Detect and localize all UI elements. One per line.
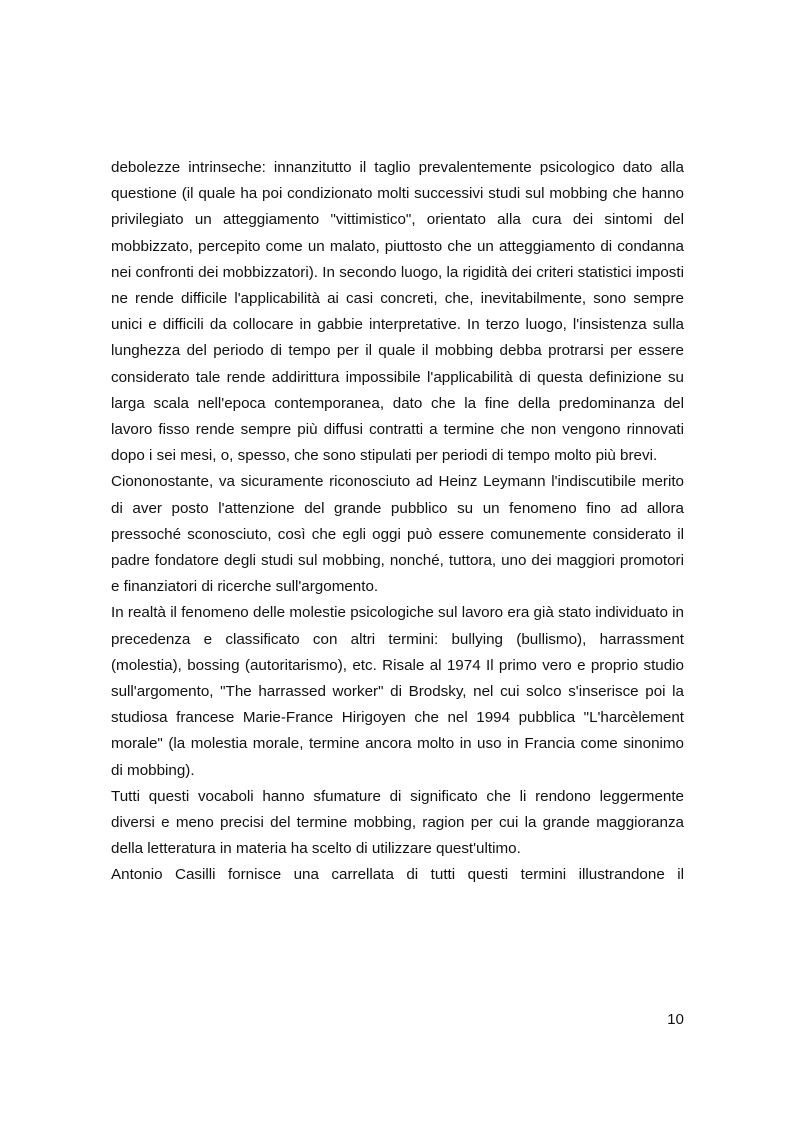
paragraph-5: Antonio Casilli fornisce una carrellata di tutti questi termini illustrandone il: [111, 866, 684, 884]
paragraph-4: Tutti questi vocaboli hanno sfumature di significato che li rendono leggermente diversi e meno precisi del termine mobbing, ragion per cui la grande maggioranza della letteratura in materia ha scelto di utilizzare quest'ultimo.: [111, 787, 684, 858]
page-number: 10: [667, 1011, 684, 1028]
paragraph-1: debolezze intrinseche: innanzitutto il taglio prevalentemente psicologico dato alla questione (il quale ha poi condizionato molti successivi studi sul mobbing che hanno privilegiato un atteggiamento "vittimistico", orientato alla cura dei sintomi del mobbizzato, percepito come un malato, piuttosto che un atteggiamento di condanna nei confronti dei mobbizzatori). In secondo luogo, la rigidità dei criteri statistici imposti ne rende difficile l'applicabilità ai casi concreti, che, inevitabilmente, sono sempre unici e difficili da collocare in gabbie interpretative. In terzo luogo, l'insistenza sulla lunghezza del periodo di tempo per il quale il mobbing debba protrarsi per essere considerato tale rende addirittura impossibile l'applicabilità di questa definizione su larga scala nell'epoca contemporanea, dato che la fine della predominanza del lavoro fisso rende sempre più diffusi contratti a termine che non vengono rinnovati dopo i sei mesi, o, spesso, che sono stipulati per periodi di tempo molto più brevi.: [111, 159, 684, 465]
paragraph-3: In realtà il fenomeno delle molestie psicologiche sul lavoro era già stato individuato in precedenza e classificato con altri termini: bullying (bullismo), harrassment (molestia), bossing (autoritarismo), etc. Risale al 1974 Il primo vero e proprio studio sull'argomento, "The harrassed worker" di Brodsky, nel cui solco s'inserisce poi la studiosa francese Marie-France Hirigoyen che nel 1994 pubblica "L'harcèlement morale" (la molestia morale, termine ancora molto in uso in Francia come sinonimo di mobbing).: [111, 604, 684, 779]
paragraph-2: Ciononostante, va sicuramente riconosciuto ad Heinz Leymann l'indiscutibile merito di aver posto l'attenzione del grande pubblico su un fenomeno fino ad allora pressoché sconosciuto, così che egli oggi può essere comunemente considerato il padre fondatore degli studi sul mobbing, nonché, tuttora, uno dei maggiori promotori e finanziatori di ricerche sull'argomento.: [111, 473, 684, 596]
body-text: [111, 155, 684, 889]
